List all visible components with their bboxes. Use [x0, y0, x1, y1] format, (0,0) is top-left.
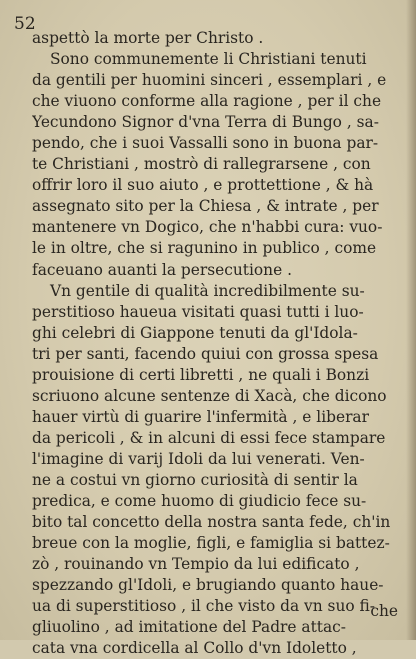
- text-line: faceuano auanti la persecutione .: [32, 260, 292, 279]
- text-line: da pericoli , & in alcuni di essi fece stampare: [32, 428, 386, 447]
- text-line: pendo, che i suoi Vassalli sono in buona par-: [32, 134, 379, 153]
- text-line: prouisione di certi libretti , ne quali i Bonzi: [32, 365, 370, 384]
- text-line: bito tal concetto della nostra santa fede, ch'in: [32, 513, 391, 532]
- text-line: Sono communemente li Christiani tenuti: [50, 50, 367, 69]
- text-line: ghi celebri di Giappone tenuti da gl'Idola-: [32, 323, 358, 342]
- text-line: breue con la moglie, figli, e famiglia si battez-: [32, 534, 390, 553]
- text-line: gliuolino , ad imitatione del Padre attac-: [32, 618, 346, 637]
- text-line: scriuono alcune sentenze di Xacà, che dicono: [32, 386, 387, 405]
- text-line: ua di superstitioso , il che visto da vn suo fi-: [32, 597, 375, 616]
- text-line: l'imagine di varij Idoli da lui venerati. Ven-: [32, 449, 365, 468]
- text-line: tri per santi, facendo quiui con grossa spesa: [32, 344, 379, 363]
- text-line: Yecundono Signor d'vna Terra di Bungo , sa-: [32, 113, 379, 132]
- text-line: te Christiani , mostrò di rallegrarsene , con: [32, 155, 371, 174]
- text-line: le in oltre, che si ragunino in publico , come: [32, 239, 377, 258]
- text-line: ne a costui vn giorno curiosità di sentir la: [32, 470, 358, 489]
- text-line: mantenere vn Dogico, che n'habbi cura: vuo-: [32, 218, 383, 237]
- text-line: aspettò la morte per Christo .: [32, 29, 264, 47]
- page-gutter-shadow: [406, 0, 416, 640]
- text-line: spezzando gl'Idoli, e brugiando quanto haue-: [32, 576, 384, 595]
- text-line: che viuono conforme alla ragione , per il che: [32, 92, 382, 111]
- text-line: perstitioso haueua visitati quasi tutti i luo-: [32, 302, 364, 321]
- text-line: da gentili per huomini sinceri , essemplari , e: [32, 71, 387, 90]
- text-line: cata vna cordicella al Collo d'vn Idoletto ,: [32, 639, 357, 658]
- page-number: 52: [14, 14, 36, 34]
- text-line: offrir loro il suo aiuto , e prottettione , & hà: [32, 176, 374, 195]
- text-body: [32, 28, 406, 659]
- text-line: hauer virtù di guarire l'infermità , e liberar: [32, 407, 369, 426]
- text-line: zò , rouinando vn Tempio da lui edificato ,: [32, 555, 360, 574]
- text-line: Vn gentile di qualità incredibilmente su-: [50, 281, 365, 300]
- catchword: che: [370, 602, 398, 620]
- text-line: predica, e come huomo di giudicio fece su-: [32, 492, 367, 511]
- text-line: assegnato sito per la Chiesa , & intrate , per: [32, 197, 379, 216]
